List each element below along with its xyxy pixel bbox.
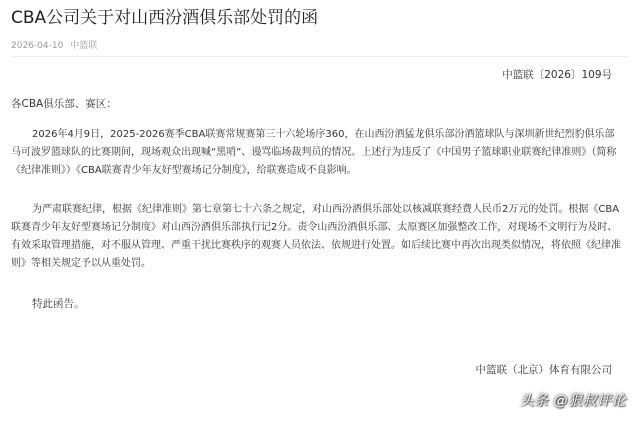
article-title: CBA公司关于对山西汾酒俱乐部处罚的函 — [11, 8, 319, 28]
article-meta — [11, 40, 101, 52]
document-number: 中篮联〔2026〕109号 — [502, 69, 612, 81]
header-divider — [11, 56, 629, 57]
publisher-source: 中篮联 — [70, 41, 98, 51]
signature: 中篮联（北京）体育有限公司 — [475, 364, 612, 376]
salutation: 各CBA俱乐部、赛区： — [11, 98, 117, 110]
paragraph: 2026年4月9日，2025-2026赛季CBA联赛常规赛第三十六轮场序360，在山西汾酒猛龙俱乐部汾酒篮球队与深圳新世纪烈豹俱乐部马可波罗篮球队的比赛期间，现场观众出现喊“黑哨”、谩骂临场裁判员的情况。上述行为违反了《中国男子篮球职业联赛纪律准则》（简称《纪律准则》）《CBA联赛青少年友好型赛场记分制度》，给联赛造成不良影响。 — [11, 129, 617, 176]
watermark: 头条 @狠叔评论 — [519, 393, 626, 409]
closing-line: 特此函告。 — [32, 298, 85, 310]
paragraph: 为严肃联赛纪律，根据《纪律准则》第七章第七十六条之规定，对山西汾酒俱乐部处以核减联赛经费人民币2万元的处罚。根据《CBA联赛青少年友好型赛场记分制度》对山西汾酒俱乐部执行记2分。责令山西汾酒俱乐部、太原赛区加强整改工作，对现场不文明行为及时、有效采取管理措施，对不服从管理、严重干扰比赛秩序的观赛人员依法、依规进行处置。如后续比赛中再次出现类似情况，将依照《纪律准则》等相关规定予以从重处罚。 — [11, 204, 621, 269]
publish-date: 2026-04-10 — [11, 41, 64, 51]
